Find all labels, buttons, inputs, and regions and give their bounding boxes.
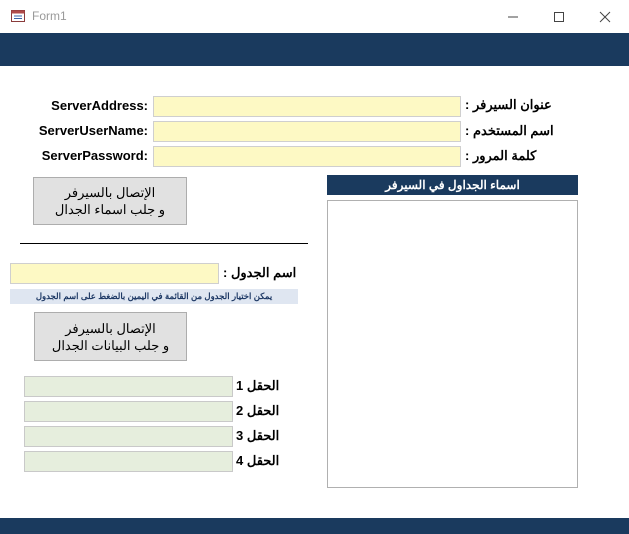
server-address-label-ar: عنوان السيرفر : (465, 97, 552, 112)
field-1-input[interactable] (24, 376, 233, 397)
field-2-label: الحقل 2 (236, 403, 280, 418)
connect-get-data-button[interactable]: الإتصال بالسيرفر و جلب البيانات الجدال (34, 312, 187, 361)
field-2-input[interactable] (24, 401, 233, 422)
form-icon (11, 10, 25, 22)
window-title: Form1 (32, 9, 67, 23)
tables-list-header: اسماء الجداول في السيرفر (327, 175, 578, 195)
field-4-label: الحقل 4 (236, 453, 280, 468)
table-name-label: اسم الجدول : (223, 265, 297, 280)
maximize-icon (553, 11, 565, 23)
tables-listbox[interactable] (327, 200, 578, 488)
close-button[interactable] (582, 0, 628, 33)
close-icon (599, 11, 611, 23)
field-3-input[interactable] (24, 426, 233, 447)
server-password-field[interactable] (153, 146, 461, 167)
server-password-label-ar: كلمة المرور : (465, 148, 537, 163)
maximize-button[interactable] (536, 0, 582, 33)
server-address-label: ServerAddress: (51, 98, 148, 113)
field-1-label: الحقل 1 (236, 378, 280, 393)
table-name-field[interactable] (10, 263, 219, 284)
section-divider (20, 243, 308, 244)
server-username-field[interactable] (153, 121, 461, 142)
server-password-label: ServerPassword: (41, 148, 148, 163)
server-username-label-ar: اسم المستخدم : (465, 123, 554, 138)
table-hint: يمكن اختيار الجدول من القائمة في اليمين بالضغط على اسم الجدول (10, 289, 298, 304)
form-header (0, 33, 629, 66)
minimize-button[interactable] (490, 0, 536, 33)
minimize-icon (507, 11, 519, 23)
server-username-label: ServerUserName: (38, 123, 148, 138)
form-footer (0, 518, 629, 534)
connect-get-tables-button[interactable]: الإتصال بالسيرفر و جلب اسماء الجدال (33, 177, 187, 225)
field-4-input[interactable] (24, 451, 233, 472)
field-3-label: الحقل 3 (236, 428, 280, 443)
server-address-field[interactable] (153, 96, 461, 117)
